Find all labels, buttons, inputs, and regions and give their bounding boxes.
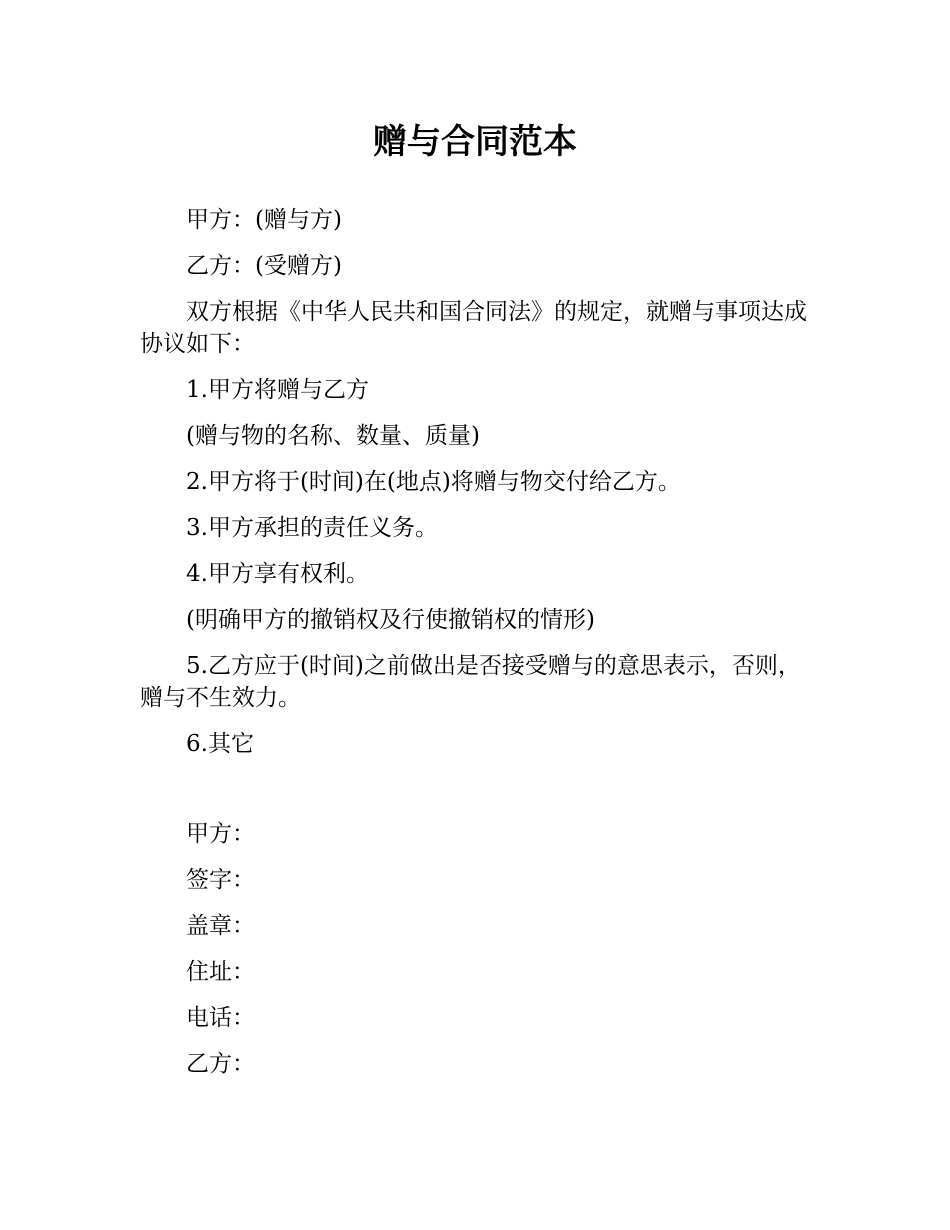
document-title: 赠与合同范本 [373,122,577,162]
clause-1-note: (赠与物的名称、数量、质量) [186,423,480,449]
sig-phone: 电话： [186,1005,255,1031]
clause-4-note: (明确甲方的撤销权及行使撤销权的情形) [186,607,595,633]
sig-seal: 盖章： [186,913,255,939]
sig-party-b: 乙方： [186,1051,255,1077]
sig-address: 住址： [186,959,255,985]
party-a-line: 甲方：(赠与方) [186,207,342,233]
sig-party-a: 甲方： [186,821,255,847]
clause-3: 3.甲方承担的责任义务。 [186,515,438,541]
clause-1: 1.甲方将赠与乙方 [186,377,369,403]
clause-4: 4.甲方享有权利。 [186,561,369,587]
clause-2: 2.甲方将于(时间)在(地点)将赠与物交付给乙方。 [186,469,681,495]
clause-5: 5.乙方应于(时间)之前做出是否接受赠与的意思表示，否则，赠与不生效力。 [140,653,801,711]
preamble-paragraph: 双方根据《中华人民共和国合同法》的规定，就赠与事项达成协议如下： [140,299,807,357]
clause-6: 6.其它 [186,731,254,757]
sig-signature: 签字： [186,867,255,893]
party-b-line: 乙方：(受赠方) [186,253,342,279]
